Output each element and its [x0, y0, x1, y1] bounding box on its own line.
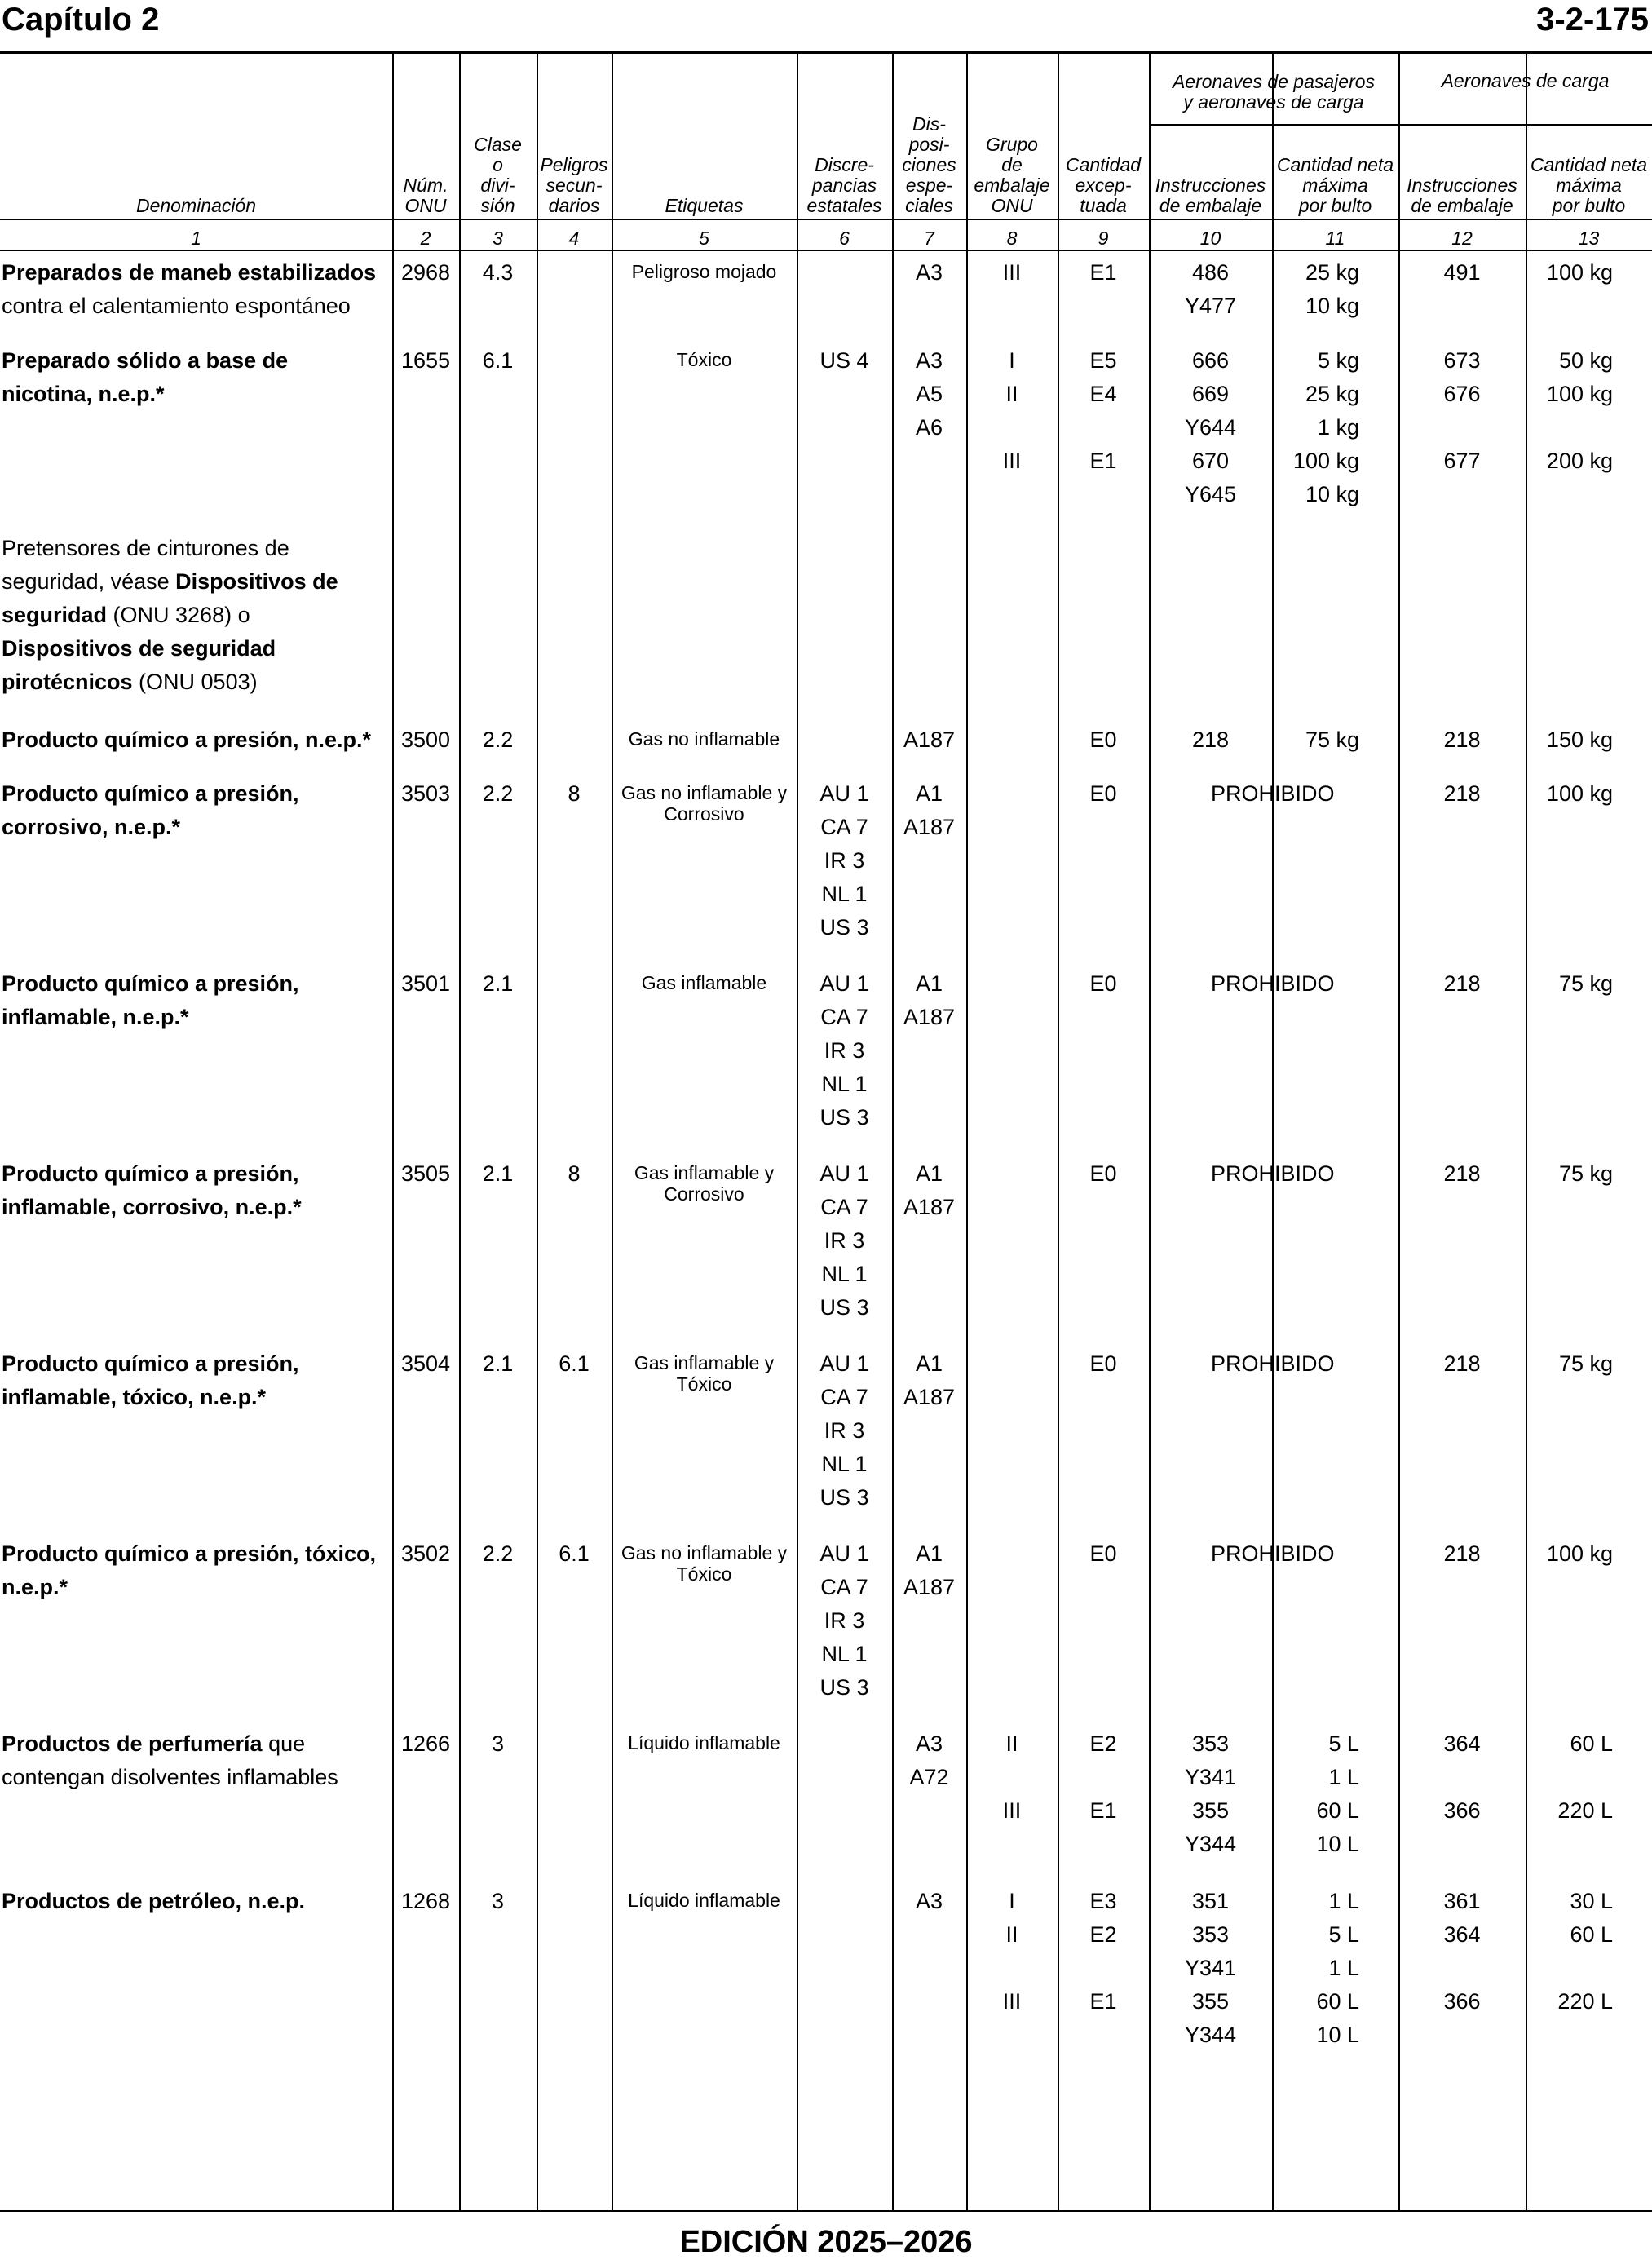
header-cant-cargo: Cantidad neta máxima por bulto [1530, 154, 1648, 216]
excepted-quantity: E0 [1089, 1541, 1117, 1566]
state-variation: CA 7 [820, 1575, 868, 1599]
entry-name: Producto químico a presión, inflamable, corrosivo, n.e.p.* [2, 1161, 302, 1219]
header-etiquetas: Etiquetas [665, 195, 744, 216]
passenger-packing-instruction: 353 [1191, 1922, 1230, 1947]
hazard-label: Gas inflamable [641, 972, 767, 993]
column-number: 5 [699, 228, 709, 249]
passenger-max-quantity: 5 kg [1317, 348, 1359, 373]
class-division: 2.1 [482, 971, 514, 996]
packing-group: II [1005, 1922, 1018, 1947]
header-passenger-aircraft: Aeronaves de pasajeros y aeronaves de carga [1172, 71, 1376, 113]
class-division: 3 [491, 1889, 505, 1913]
entry-name: Productos de petróleo, n.e.p. [2, 1889, 306, 1913]
un-number: 2968 [400, 260, 451, 285]
class-division: 6.1 [482, 348, 514, 373]
cargo-packing-instruction: 218 [1443, 1351, 1481, 1376]
special-provision: A187 [903, 1575, 956, 1599]
class-division: 2.1 [482, 1351, 514, 1376]
passenger-max-quantity: 25 kg [1305, 382, 1359, 406]
excepted-quantity: E4 [1089, 382, 1117, 406]
cargo-max-quantity: 60 L [1570, 1922, 1613, 1947]
entry-name: Productos de perfumería que contengan disolventes inflamables [2, 1731, 338, 1789]
column-number: 3 [493, 228, 503, 249]
prohibited-text: PROHIBIDO [1211, 1541, 1335, 1566]
passenger-max-quantity: 60 L [1316, 1989, 1359, 2014]
header-grupo: Grupo de embalaje ONU [974, 134, 1050, 216]
special-provision: A187 [903, 1005, 956, 1029]
class-division: 2.2 [482, 1541, 514, 1566]
special-provision: A5 [915, 382, 943, 406]
excepted-quantity: E0 [1089, 727, 1117, 752]
un-number: 3503 [400, 781, 451, 806]
special-provision: A187 [903, 1385, 956, 1409]
special-provision: A72 [909, 1765, 949, 1789]
cargo-max-quantity: 100 kg [1546, 382, 1613, 406]
header-peligros: Peligros secun- darios [540, 154, 608, 216]
special-provision: A6 [915, 415, 943, 440]
cargo-packing-instruction: 218 [1443, 1541, 1481, 1566]
packing-group: I [1009, 1889, 1015, 1913]
prohibited-text: PROHIBIDO [1211, 1161, 1335, 1186]
column-divider [612, 54, 613, 2210]
cargo-max-quantity: 75 kg [1558, 971, 1613, 996]
header-cantidad-exceptuada: Cantidad excep- tuada [1065, 154, 1142, 216]
header-cargo-aircraft: Aeronaves de carga [1441, 70, 1610, 91]
state-variation: US 4 [819, 348, 869, 373]
state-variation: CA 7 [820, 1385, 868, 1409]
passenger-max-quantity: 10 kg [1305, 294, 1359, 318]
state-variation: AU 1 [819, 1541, 869, 1566]
column-number: 7 [924, 228, 934, 249]
column-number: 11 [1325, 228, 1345, 249]
state-variation: NL 1 [821, 882, 868, 906]
state-variation: NL 1 [821, 1452, 868, 1476]
cargo-packing-instruction: 677 [1443, 449, 1481, 473]
hazard-label: Tóxico [676, 349, 732, 370]
prohibited-text: PROHIBIDO [1211, 971, 1335, 996]
cargo-packing-instruction: 218 [1443, 781, 1481, 806]
special-provision: A1 [915, 1161, 943, 1186]
packing-group: II [1005, 382, 1018, 406]
page-number: 3-2-175 [1536, 2, 1649, 38]
column-number: 10 [1199, 228, 1221, 249]
packing-group: III [1002, 1989, 1022, 2014]
cargo-packing-instruction: 366 [1443, 1798, 1481, 1823]
special-provision: A3 [915, 348, 943, 373]
passenger-max-quantity: 25 kg [1305, 260, 1359, 285]
hazard-label: Gas no inflamable [628, 728, 780, 750]
un-number: 3502 [400, 1541, 451, 1566]
un-number: 1655 [400, 348, 451, 373]
hazard-label: Líquido inflamable [628, 1732, 780, 1753]
special-provision: A1 [915, 781, 943, 806]
cargo-packing-instruction: 364 [1443, 1922, 1481, 1947]
header-clase: Clase o divi- sión [474, 134, 522, 216]
excepted-quantity: E1 [1089, 1798, 1117, 1823]
passenger-packing-instruction: 670 [1191, 449, 1230, 473]
state-variation: CA 7 [820, 815, 868, 839]
passenger-max-quantity: 75 kg [1305, 727, 1359, 752]
excepted-quantity: E5 [1089, 348, 1117, 373]
column-divider [537, 54, 538, 2210]
state-variation: IR 3 [824, 1608, 865, 1633]
passenger-packing-instruction: 666 [1191, 348, 1230, 373]
excepted-quantity: E0 [1089, 971, 1117, 996]
edition-footer: EDICIÓN 2025–2026 [679, 2225, 973, 2259]
un-number: 3500 [400, 727, 451, 752]
cargo-packing-instruction: 218 [1443, 1161, 1481, 1186]
passenger-max-quantity: 60 L [1316, 1798, 1359, 1823]
passenger-max-quantity: 1 L [1328, 1889, 1359, 1913]
hazard-label: Líquido inflamable [628, 1890, 780, 1911]
special-provision: A187 [903, 1195, 956, 1219]
entry-name: Producto químico a presión, inflamable, tóxico, n.e.p.* [2, 1351, 299, 1409]
passenger-max-quantity: 10 L [1316, 2023, 1359, 2047]
passenger-packing-instruction: Y344 [1184, 1832, 1237, 1856]
special-provision: A1 [915, 1351, 943, 1376]
passenger-packing-instruction: Y344 [1184, 2023, 1237, 2047]
entry-name: Preparado sólido a base de nicotina, n.e.p.* [2, 348, 289, 406]
class-division: 2.1 [482, 1161, 514, 1186]
state-variation: US 3 [819, 1105, 869, 1130]
un-number: 1268 [400, 1889, 451, 1913]
special-provision: A187 [903, 727, 956, 752]
passenger-max-quantity: 10 L [1316, 1832, 1359, 1856]
header-rule [0, 219, 1652, 220]
passenger-max-quantity: 1 L [1328, 1765, 1359, 1789]
state-variation: IR 3 [824, 848, 865, 873]
header-denominacion: Denominación [135, 195, 257, 216]
packing-group: III [1002, 1798, 1022, 1823]
state-variation: US 3 [819, 915, 869, 940]
passenger-max-quantity: 5 L [1328, 1731, 1359, 1756]
cargo-max-quantity: 100 kg [1546, 1541, 1613, 1566]
entry-name: Producto químico a presión, corrosivo, n.e.p.* [2, 781, 299, 839]
passenger-packing-instruction: 355 [1191, 1989, 1230, 2014]
state-variation: US 3 [819, 1485, 869, 1510]
cargo-packing-instruction: 218 [1443, 971, 1481, 996]
cargo-max-quantity: 150 kg [1546, 727, 1613, 752]
chapter-title: Capítulo 2 [2, 2, 160, 38]
passenger-packing-instruction: 218 [1191, 727, 1230, 752]
entry-name: Producto químico a presión, n.e.p.* [2, 727, 372, 752]
state-variation: CA 7 [820, 1195, 868, 1219]
packing-group: III [1002, 449, 1022, 473]
header-instr-cargo: Instrucciones de embalaje [1407, 175, 1517, 216]
subsidiary-hazard: 6.1 [559, 1541, 590, 1566]
excepted-quantity: E1 [1089, 260, 1117, 285]
subsidiary-hazard: 6.1 [559, 1351, 590, 1376]
cargo-packing-instruction: 218 [1443, 727, 1481, 752]
state-variation: NL 1 [821, 1642, 868, 1666]
cargo-max-quantity: 220 L [1557, 1798, 1613, 1823]
excepted-quantity: E0 [1089, 781, 1117, 806]
header-num-onu: Núm. ONU [403, 175, 448, 216]
number-row-rule [0, 250, 1652, 251]
passenger-packing-instruction: Y645 [1184, 482, 1237, 506]
passenger-packing-instruction: 669 [1191, 382, 1230, 406]
excepted-quantity: E0 [1089, 1161, 1117, 1186]
passenger-packing-instruction: 353 [1191, 1731, 1230, 1756]
special-provision: A3 [915, 1731, 943, 1756]
entry-name: Pretensores de cinturones de seguridad, véase Dispositivos de seguridad (ONU 3268) o Dispositivos de seguridad pirotécnicos (ONU 0503) [2, 536, 338, 694]
state-variation: NL 1 [821, 1072, 868, 1096]
passenger-packing-instruction: Y477 [1184, 294, 1237, 318]
un-number: 3501 [400, 971, 451, 996]
cargo-max-quantity: 75 kg [1558, 1351, 1613, 1376]
column-number: 13 [1578, 228, 1600, 249]
class-division: 3 [491, 1731, 505, 1756]
un-number: 1266 [400, 1731, 451, 1756]
un-number: 3505 [400, 1161, 451, 1186]
passenger-packing-instruction: Y644 [1184, 415, 1237, 440]
un-number: 3504 [400, 1351, 451, 1376]
passenger-packing-instruction: Y341 [1184, 1765, 1237, 1789]
passenger-packing-instruction: 351 [1191, 1889, 1230, 1913]
cargo-packing-instruction: 491 [1443, 260, 1481, 285]
excepted-quantity: E1 [1089, 1989, 1117, 2014]
hazard-label: Gas inflamable y Tóxico [634, 1352, 775, 1395]
cargo-max-quantity: 30 L [1570, 1889, 1613, 1913]
column-number: 4 [568, 228, 580, 249]
packing-group: II [1005, 1731, 1018, 1756]
column-number: 6 [839, 228, 850, 249]
passenger-max-quantity: 1 kg [1317, 415, 1359, 440]
special-provision: A187 [903, 815, 956, 839]
prohibited-text: PROHIBIDO [1211, 781, 1335, 806]
cargo-packing-instruction: 361 [1443, 1889, 1481, 1913]
special-provision: A1 [915, 971, 943, 996]
special-provision: A3 [915, 260, 943, 285]
state-variation: AU 1 [819, 781, 869, 806]
packing-group: I [1009, 348, 1015, 373]
subsidiary-hazard: 8 [568, 1161, 581, 1186]
cargo-packing-instruction: 366 [1443, 1989, 1481, 2014]
special-provision: A3 [915, 1889, 943, 1913]
group-rule [1149, 124, 1652, 126]
special-provision: A1 [915, 1541, 943, 1566]
hazard-label: Gas no inflamable y Corrosivo [621, 782, 788, 825]
state-variation: IR 3 [824, 1418, 865, 1443]
excepted-quantity: E1 [1089, 449, 1117, 473]
passenger-max-quantity: 5 L [1328, 1922, 1359, 1947]
passenger-packing-instruction: Y341 [1184, 1956, 1237, 1980]
column-number: 8 [1006, 228, 1018, 249]
excepted-quantity: E0 [1089, 1351, 1117, 1376]
state-variation: AU 1 [819, 1351, 869, 1376]
subsidiary-hazard: 8 [568, 781, 581, 806]
passenger-packing-instruction: 486 [1191, 260, 1230, 285]
entry-name: Producto químico a presión, tóxico, n.e.p.* [2, 1541, 377, 1599]
column-number: 2 [420, 228, 431, 249]
cargo-max-quantity: 100 kg [1546, 781, 1613, 806]
prohibited-text: PROHIBIDO [1211, 1351, 1335, 1376]
hazard-label: Gas no inflamable y Tóxico [621, 1542, 788, 1585]
cargo-packing-instruction: 673 [1443, 348, 1481, 373]
hazard-label: Peligroso mojado [631, 261, 777, 282]
entry-name: Producto químico a presión, inflamable, n.e.p.* [2, 971, 299, 1029]
cargo-max-quantity: 200 kg [1546, 449, 1613, 473]
column-number: 1 [191, 228, 201, 249]
state-variation: AU 1 [819, 971, 869, 996]
header-disposiciones: Dis- posi- ciones espe- ciales [902, 113, 956, 216]
bottom-rule [0, 2210, 1652, 2212]
cargo-max-quantity: 75 kg [1558, 1161, 1613, 1186]
header-discrepancias: Discre- pancias estatales [806, 154, 882, 216]
excepted-quantity: E2 [1089, 1731, 1117, 1756]
state-variation: IR 3 [824, 1038, 865, 1063]
cargo-max-quantity: 100 kg [1546, 260, 1613, 285]
state-variation: US 3 [819, 1675, 869, 1700]
header-cant-pax: Cantidad neta máxima por bulto [1276, 154, 1394, 216]
cargo-max-quantity: 60 L [1570, 1731, 1613, 1756]
header-instr-pax: Instrucciones de embalaje [1155, 175, 1266, 216]
class-division: 4.3 [482, 260, 514, 285]
packing-group: III [1002, 260, 1022, 285]
hazard-label: Gas inflamable y Corrosivo [634, 1162, 775, 1205]
passenger-max-quantity: 1 L [1328, 1956, 1359, 1980]
excepted-quantity: E2 [1089, 1922, 1117, 1947]
cargo-packing-instruction: 364 [1443, 1731, 1481, 1756]
excepted-quantity: E3 [1089, 1889, 1117, 1913]
state-variation: NL 1 [821, 1262, 868, 1286]
passenger-max-quantity: 10 kg [1305, 482, 1359, 506]
column-number: 12 [1451, 228, 1473, 249]
state-variation: AU 1 [819, 1161, 869, 1186]
entry-name: Preparados de maneb estabilizados contra el calentamiento espontáneo [2, 260, 377, 318]
passenger-packing-instruction: 355 [1191, 1798, 1230, 1823]
column-number: 9 [1098, 228, 1109, 249]
state-variation: US 3 [819, 1295, 869, 1320]
cargo-max-quantity: 50 kg [1558, 348, 1613, 373]
top-rule [0, 51, 1652, 54]
cargo-packing-instruction: 676 [1443, 382, 1481, 406]
cargo-max-quantity: 220 L [1557, 1989, 1613, 2014]
state-variation: IR 3 [824, 1228, 865, 1253]
state-variation: CA 7 [820, 1005, 868, 1029]
class-division: 2.2 [482, 781, 514, 806]
class-division: 2.2 [482, 727, 514, 752]
passenger-max-quantity: 100 kg [1292, 449, 1359, 473]
